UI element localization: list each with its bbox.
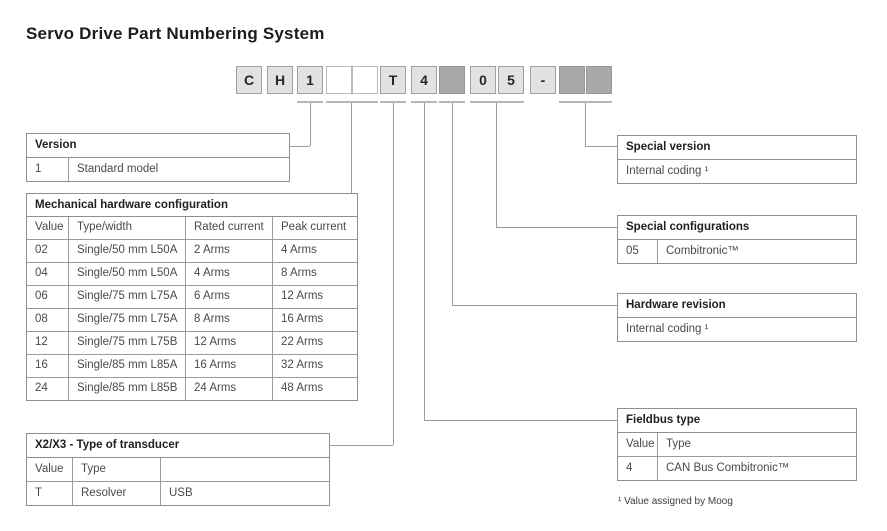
- table-cell: Value: [27, 217, 69, 239]
- table-cell: 22 Arms: [281, 336, 324, 348]
- connector-line-mechanical: [351, 103, 352, 193]
- table-cell: Standard model: [77, 163, 159, 175]
- table-row: [618, 318, 856, 341]
- table-cell: Single/85 mm L85B: [69, 378, 186, 400]
- hardware-revision-table-title: Hardware revision: [618, 294, 856, 318]
- table-cell: 05: [618, 240, 658, 263]
- table-cell: 4 Arms: [281, 244, 317, 256]
- part-number-box-special-version-2: [586, 66, 612, 94]
- connector-line-hardware-revision: [452, 305, 617, 306]
- table-row: [618, 160, 856, 183]
- table-cell: 48 Arms: [281, 382, 324, 394]
- connector-line-transducer: [393, 103, 394, 445]
- connector-line-special-configurations: [496, 227, 617, 228]
- special-configurations-table-body: [618, 240, 856, 263]
- connector-line-hardware-revision: [452, 103, 453, 305]
- table-cell: Single/50 mm L50A: [69, 240, 186, 262]
- table-cell: Single/50 mm L50A: [69, 263, 186, 285]
- version-table: [26, 133, 290, 182]
- part-number-box-special-config-2: 5: [498, 66, 524, 94]
- underline-mechanical: [326, 101, 378, 103]
- part-number-box-h: H: [267, 66, 293, 94]
- version-table-title: Version: [27, 134, 289, 158]
- table-cell: T: [27, 482, 73, 505]
- fieldbus-table-title: Fieldbus type: [618, 409, 856, 433]
- part-number-box-dash: -: [530, 66, 556, 94]
- part-number-box-mech-1: [326, 66, 352, 94]
- table-cell: Internal coding ¹: [626, 323, 709, 335]
- part-number-box-hardware-revision: [439, 66, 465, 94]
- mechanical-configuration-table: [26, 193, 358, 401]
- connector-line-special-configurations: [496, 103, 497, 227]
- table-cell: Rated current: [186, 217, 273, 239]
- hardware-revision-table: [617, 293, 857, 342]
- part-number-box-version: 1: [297, 66, 323, 94]
- table-row: [27, 158, 289, 181]
- page-title: Servo Drive Part Numbering System: [26, 24, 325, 43]
- version-table-body: [27, 158, 289, 181]
- table-row: [618, 240, 856, 263]
- table-cell: 08: [27, 309, 69, 331]
- part-number-box-special-version-1: [559, 66, 585, 94]
- table-row: [618, 457, 856, 480]
- table-cell: 02: [27, 240, 69, 262]
- special-version-table-body: [618, 160, 856, 183]
- table-cell: 4 Arms: [186, 263, 273, 285]
- table-row: [27, 309, 357, 332]
- table-cell: Single/75 mm L75A: [69, 286, 186, 308]
- connector-line-special-version: [585, 103, 586, 146]
- table-row: [27, 286, 357, 309]
- connector-line-special-version: [585, 146, 617, 147]
- connector-line-version: [290, 146, 310, 147]
- table-cell: 04: [27, 263, 69, 285]
- connector-line-fieldbus: [424, 420, 617, 421]
- table-cell: 6 Arms: [186, 286, 273, 308]
- table-cell: 4: [618, 457, 658, 480]
- table-cell: Single/75 mm L75A: [69, 309, 186, 331]
- table-cell: USB: [169, 487, 193, 499]
- table-cell: Combitronic™: [666, 245, 739, 257]
- table-cell: 24: [27, 378, 69, 400]
- hardware-revision-table-body: [618, 318, 856, 341]
- table-cell: 8 Arms: [186, 309, 273, 331]
- table-cell: Type: [73, 458, 161, 481]
- table-cell: CAN Bus Combitronic™: [666, 462, 790, 474]
- connector-line-transducer: [330, 445, 393, 446]
- table-cell: Resolver: [73, 482, 161, 505]
- table-cell: Internal coding ¹: [626, 165, 709, 177]
- transducer-table-body: [27, 482, 329, 505]
- fieldbus-table-header-row: [618, 433, 856, 457]
- table-cell: 8 Arms: [281, 267, 317, 279]
- table-cell: 24 Arms: [186, 378, 273, 400]
- table-cell: 12 Arms: [281, 290, 324, 302]
- transducer-table: [26, 433, 330, 506]
- special-version-table: [617, 135, 857, 184]
- underline-special-configurations: [470, 101, 524, 103]
- table-cell: 1: [27, 158, 69, 181]
- table-cell: Value: [618, 433, 658, 456]
- transducer-table-title: X2/X3 - Type of transducer: [27, 434, 329, 458]
- transducer-table-header-row: [27, 458, 329, 482]
- table-row: [27, 240, 357, 263]
- table-cell: Value: [27, 458, 73, 481]
- table-cell: Peak current: [281, 221, 347, 233]
- table-cell: 2 Arms: [186, 240, 273, 262]
- part-number-box-c: C: [236, 66, 262, 94]
- table-row: [27, 263, 357, 286]
- table-row: [27, 332, 357, 355]
- special-configurations-table: [617, 215, 857, 264]
- table-cell: 12 Arms: [186, 332, 273, 354]
- table-cell: 12: [27, 332, 69, 354]
- part-number-box-transducer: T: [380, 66, 406, 94]
- part-number-box-special-config-1: 0: [470, 66, 496, 94]
- connector-line-version: [310, 103, 311, 146]
- table-cell: Single/85 mm L85A: [69, 355, 186, 377]
- mechanical-table-header-row: [27, 217, 357, 240]
- fieldbus-table-body: [618, 457, 856, 480]
- special-configurations-table-title: Special configurations: [618, 216, 856, 240]
- mechanical-table-title: Mechanical hardware configuration: [27, 194, 357, 217]
- table-cell: 32 Arms: [281, 359, 324, 371]
- fieldbus-table: [617, 408, 857, 481]
- special-version-table-title: Special version: [618, 136, 856, 160]
- table-cell: Single/75 mm L75B: [69, 332, 186, 354]
- part-number-box-mech-2: [352, 66, 378, 94]
- table-cell: [161, 458, 329, 481]
- table-cell: Type/width: [69, 217, 186, 239]
- table-row: [27, 355, 357, 378]
- table-cell: 16 Arms: [186, 355, 273, 377]
- table-cell: 16 Arms: [281, 313, 324, 325]
- mechanical-table-body: [27, 240, 357, 400]
- table-cell: 16: [27, 355, 69, 377]
- table-row: [27, 378, 357, 400]
- table-cell: Type: [666, 438, 691, 450]
- table-cell: 06: [27, 286, 69, 308]
- footnote: ¹ Value assigned by Moog: [618, 496, 733, 507]
- table-row: [27, 482, 329, 505]
- part-number-box-fieldbus: 4: [411, 66, 437, 94]
- connector-line-fieldbus: [424, 103, 425, 420]
